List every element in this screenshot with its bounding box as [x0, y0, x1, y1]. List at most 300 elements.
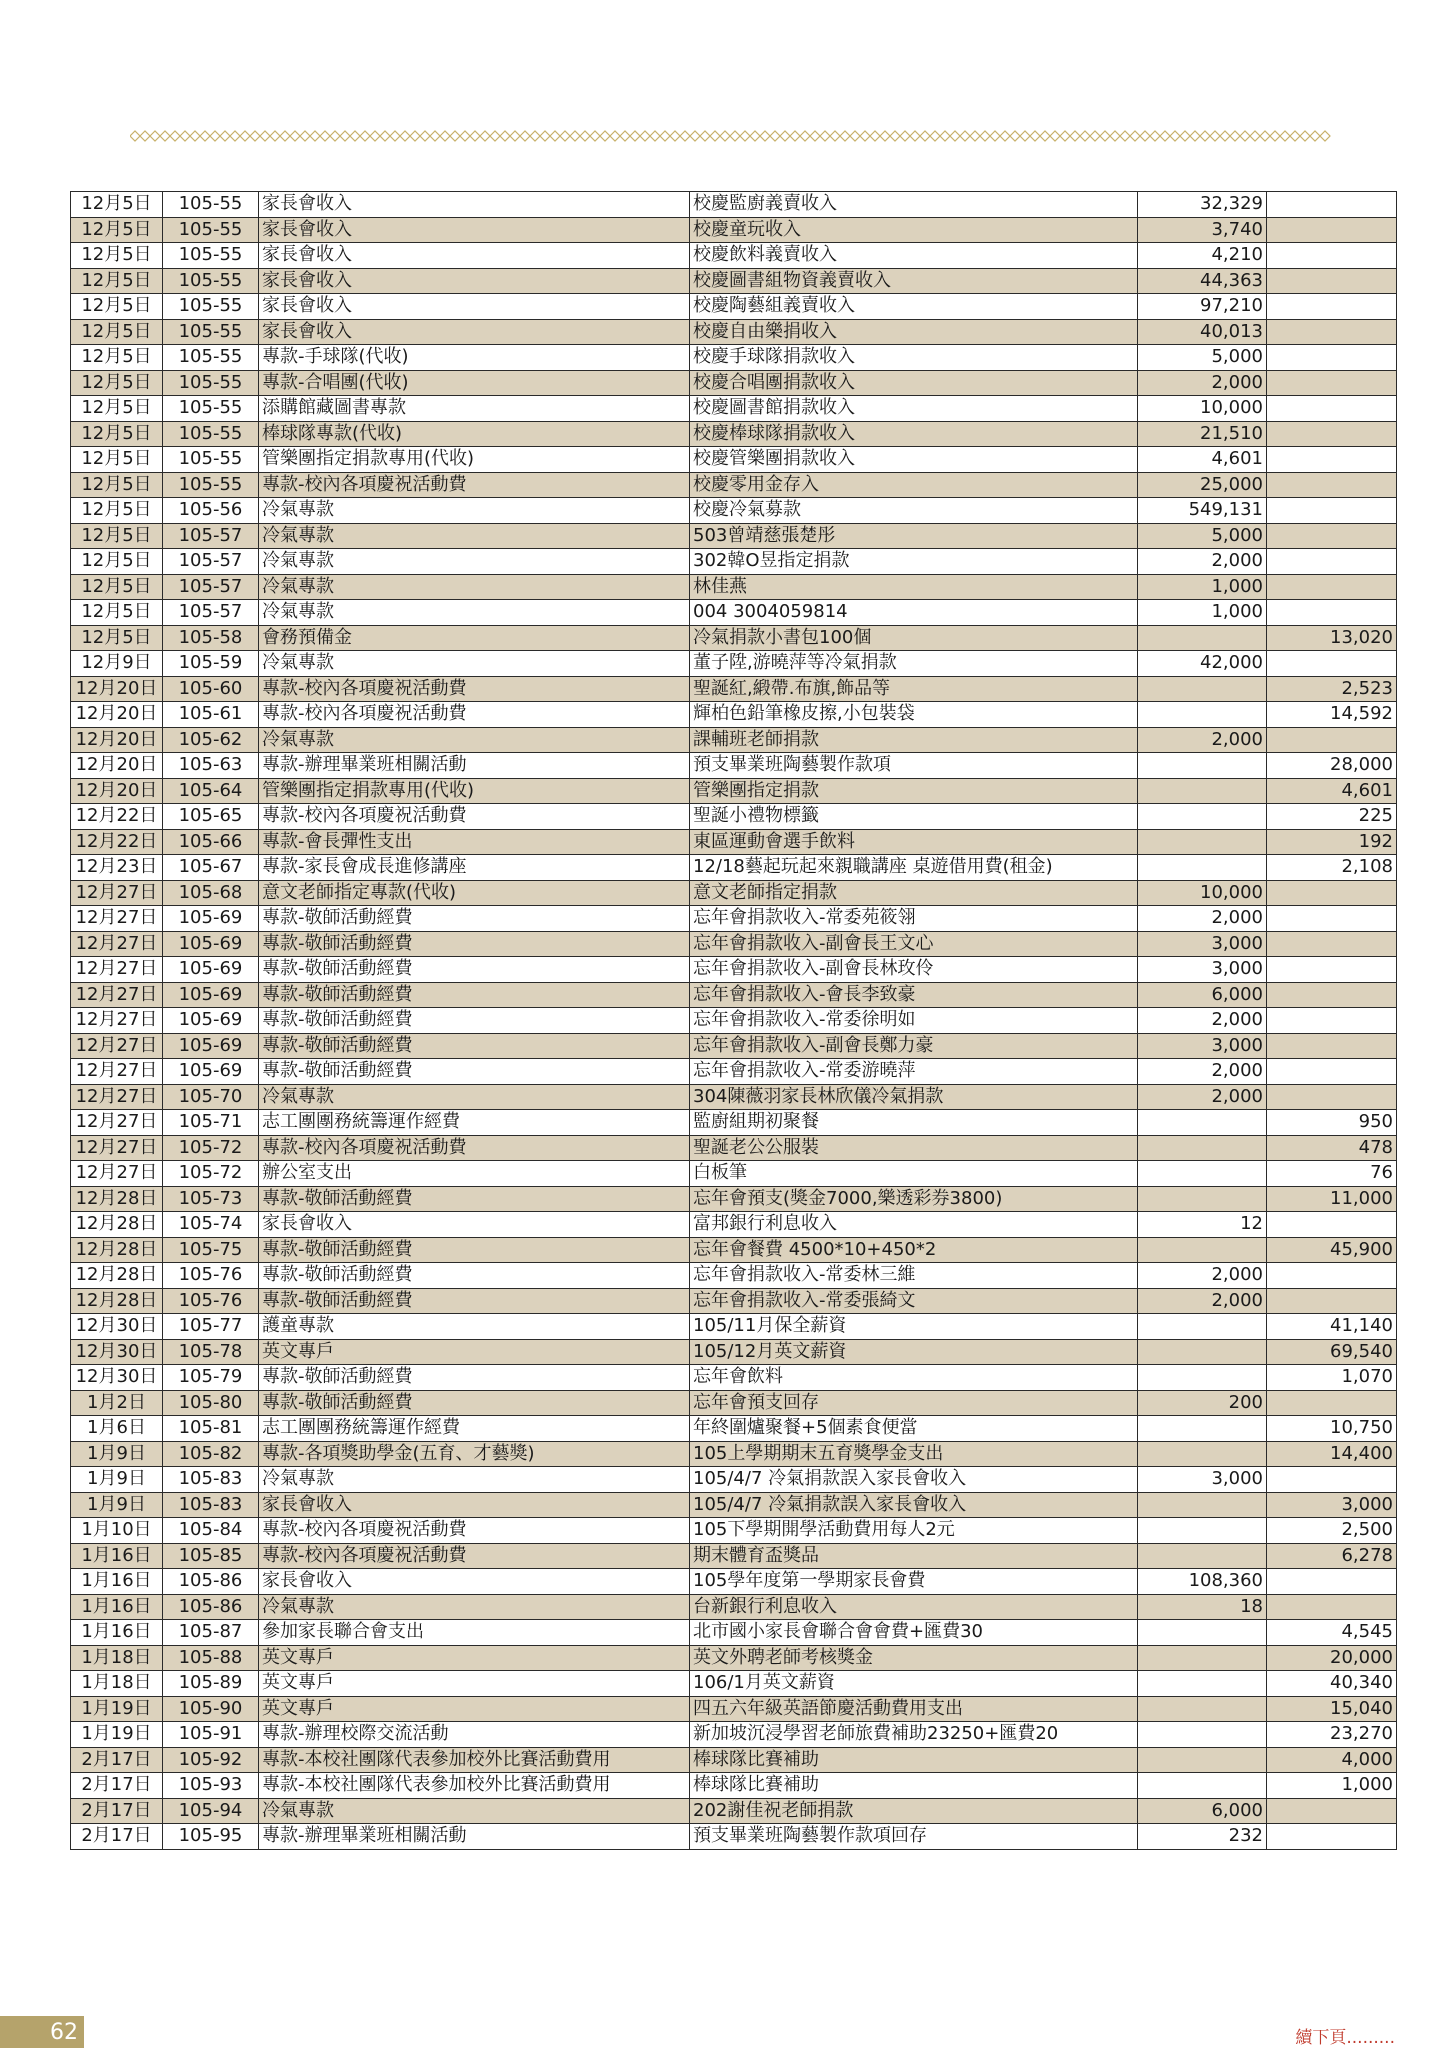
row-description: 105/4/7 冷氣捐款誤入家長會收入 — [690, 1467, 1138, 1493]
row-expense: 225 — [1267, 804, 1397, 830]
diamond-shape — [1270, 131, 1280, 141]
row-description: 12/18藝起玩起來親職講座 桌遊借用費(租金) — [690, 855, 1138, 881]
row-account: 家長會收入 — [259, 294, 690, 320]
row-voucher-no: 105-55 — [163, 447, 259, 473]
table-row — [71, 1518, 1397, 1544]
row-voucher-no: 105-84 — [163, 1518, 259, 1544]
row-voucher-no: 105-87 — [163, 1620, 259, 1646]
row-income: 97,210 — [1138, 294, 1267, 320]
row-income — [1138, 702, 1267, 728]
row-voucher-no: 105-72 — [163, 1135, 259, 1161]
row-voucher-no: 105-85 — [163, 1543, 259, 1569]
row-account: 專款-敬師活動經費 — [259, 1059, 690, 1085]
row-voucher-no: 105-55 — [163, 396, 259, 422]
row-account: 專款-敬師活動經費 — [259, 1186, 690, 1212]
table-row — [71, 1033, 1397, 1059]
row-description: 北市國小家長會聯合會會費+匯費30 — [690, 1620, 1138, 1646]
row-expense: 23,270 — [1267, 1722, 1397, 1748]
row-expense — [1267, 982, 1397, 1008]
row-income: 1,000 — [1138, 574, 1267, 600]
row-voucher-no: 105-75 — [163, 1237, 259, 1263]
diamond-border-decoration — [130, 126, 1335, 146]
diamond-shape — [860, 131, 870, 141]
row-date: 12月28日 — [71, 1212, 163, 1238]
row-description: 105/4/7 冷氣捐款誤入家長會收入 — [690, 1492, 1138, 1518]
row-date: 12月23日 — [71, 855, 163, 881]
row-income — [1138, 1237, 1267, 1263]
row-voucher-no: 105-63 — [163, 753, 259, 779]
diamond-shape — [130, 131, 140, 141]
row-date: 12月27日 — [71, 1110, 163, 1136]
row-description: 校慶自由樂捐收入 — [690, 319, 1138, 345]
row-voucher-no: 105-69 — [163, 982, 259, 1008]
row-account: 冷氣專款 — [259, 600, 690, 626]
row-voucher-no: 105-57 — [163, 574, 259, 600]
table-row — [71, 957, 1397, 983]
row-description: 管樂團指定捐款 — [690, 778, 1138, 804]
diamond-shape — [1190, 131, 1200, 141]
row-expense — [1267, 727, 1397, 753]
row-income: 25,000 — [1138, 472, 1267, 498]
row-voucher-no: 105-55 — [163, 294, 259, 320]
row-expense: 192 — [1267, 829, 1397, 855]
diamond-shape — [190, 131, 200, 141]
row-description: 004 3004059814 — [690, 600, 1138, 626]
row-account: 專款-敬師活動經費 — [259, 1390, 690, 1416]
row-expense — [1267, 396, 1397, 422]
row-expense — [1267, 523, 1397, 549]
diamond-shape — [610, 131, 620, 141]
row-income: 18 — [1138, 1594, 1267, 1620]
row-date: 2月17日 — [71, 1798, 163, 1824]
row-account: 冷氣專款 — [259, 549, 690, 575]
row-expense — [1267, 549, 1397, 575]
row-account: 志工團團務統籌運作經費 — [259, 1110, 690, 1136]
row-account: 護童專款 — [259, 1314, 690, 1340]
row-account: 管樂團指定捐款專用(代收) — [259, 447, 690, 473]
table-row — [71, 370, 1397, 396]
table-row — [71, 829, 1397, 855]
table-row — [71, 472, 1397, 498]
row-date: 12月20日 — [71, 727, 163, 753]
table-row — [71, 396, 1397, 422]
row-expense: 28,000 — [1267, 753, 1397, 779]
row-description: 校慶合唱團捐款收入 — [690, 370, 1138, 396]
row-voucher-no: 105-82 — [163, 1441, 259, 1467]
row-date: 1月18日 — [71, 1645, 163, 1671]
row-income: 4,601 — [1138, 447, 1267, 473]
table-row — [71, 498, 1397, 524]
row-voucher-no: 105-71 — [163, 1110, 259, 1136]
diamond-shape — [450, 131, 460, 141]
row-description: 忘年會捐款收入-常委苑筱翎 — [690, 906, 1138, 932]
row-expense: 950 — [1267, 1110, 1397, 1136]
row-date: 12月5日 — [71, 217, 163, 243]
row-description: 校慶飲料義賣收入 — [690, 243, 1138, 269]
diamond-shape — [960, 131, 970, 141]
row-expense — [1267, 600, 1397, 626]
diamond-shape — [650, 131, 660, 141]
row-account: 英文專戶 — [259, 1671, 690, 1697]
row-account: 家長會收入 — [259, 243, 690, 269]
diamond-shape — [210, 131, 220, 141]
row-date: 12月27日 — [71, 982, 163, 1008]
diamond-shape — [980, 131, 990, 141]
row-date: 2月17日 — [71, 1747, 163, 1773]
ledger-table — [70, 191, 1397, 1850]
row-expense: 45,900 — [1267, 1237, 1397, 1263]
diamond-shape — [1260, 131, 1270, 141]
table-row — [71, 753, 1397, 779]
row-description: 105/12月英文薪資 — [690, 1339, 1138, 1365]
table-row — [71, 1645, 1397, 1671]
table-row — [71, 549, 1397, 575]
row-description: 忘年會捐款收入-會長李致豪 — [690, 982, 1138, 1008]
table-row — [71, 676, 1397, 702]
diamond-shape — [420, 131, 430, 141]
diamond-shape — [930, 131, 940, 141]
row-account: 棒球隊專款(代收) — [259, 421, 690, 447]
diamond-shape — [970, 131, 980, 141]
row-account: 冷氣專款 — [259, 498, 690, 524]
row-expense — [1267, 243, 1397, 269]
diamond-shape — [990, 131, 1000, 141]
row-expense: 13,020 — [1267, 625, 1397, 651]
row-voucher-no: 105-95 — [163, 1824, 259, 1850]
table-row — [71, 1492, 1397, 1518]
row-description: 105/11月保全薪資 — [690, 1314, 1138, 1340]
diamond-shape — [1240, 131, 1250, 141]
row-voucher-no: 105-80 — [163, 1390, 259, 1416]
diamond-shape — [570, 131, 580, 141]
diamond-shape — [1000, 131, 1010, 141]
row-description: 課輔班老師捐款 — [690, 727, 1138, 753]
row-date: 12月27日 — [71, 931, 163, 957]
row-date: 12月5日 — [71, 498, 163, 524]
row-date: 1月9日 — [71, 1467, 163, 1493]
diamond-shape — [1150, 131, 1160, 141]
diamond-shape — [680, 131, 690, 141]
row-description: 105下學期開學活動費用每人2元 — [690, 1518, 1138, 1544]
diamond-shape — [180, 131, 190, 141]
diamond-shape — [1130, 131, 1140, 141]
row-voucher-no: 105-86 — [163, 1594, 259, 1620]
row-date: 12月5日 — [71, 243, 163, 269]
diamond-shape — [360, 131, 370, 141]
row-date: 12月27日 — [71, 1135, 163, 1161]
row-account: 家長會收入 — [259, 1212, 690, 1238]
diamond-shape — [950, 131, 960, 141]
row-voucher-no: 105-76 — [163, 1263, 259, 1289]
diamond-shape — [340, 131, 350, 141]
row-voucher-no: 105-78 — [163, 1339, 259, 1365]
table-row — [71, 1467, 1397, 1493]
table-row — [71, 523, 1397, 549]
row-income — [1138, 625, 1267, 651]
diamond-shape — [280, 131, 290, 141]
row-date: 1月16日 — [71, 1543, 163, 1569]
row-date: 12月9日 — [71, 651, 163, 677]
row-expense — [1267, 217, 1397, 243]
row-expense: 4,545 — [1267, 1620, 1397, 1646]
row-income — [1138, 855, 1267, 881]
row-income — [1138, 1110, 1267, 1136]
row-description: 106/1月英文薪資 — [690, 1671, 1138, 1697]
row-description: 校慶童玩收入 — [690, 217, 1138, 243]
row-income — [1138, 1416, 1267, 1442]
row-expense — [1267, 472, 1397, 498]
row-voucher-no: 105-93 — [163, 1773, 259, 1799]
row-account: 專款-敬師活動經費 — [259, 1008, 690, 1034]
diamond-shape — [1050, 131, 1060, 141]
row-voucher-no: 105-61 — [163, 702, 259, 728]
row-description: 304陳薇羽家長林欣儀冷氣捐款 — [690, 1084, 1138, 1110]
ledger-body — [71, 192, 1397, 1850]
row-description: 忘年會捐款收入-常委游曉萍 — [690, 1059, 1138, 1085]
row-date: 12月30日 — [71, 1339, 163, 1365]
row-expense — [1267, 345, 1397, 371]
diamond-shape — [1100, 131, 1110, 141]
row-expense — [1267, 880, 1397, 906]
row-voucher-no: 105-76 — [163, 1288, 259, 1314]
row-voucher-no: 105-66 — [163, 829, 259, 855]
row-voucher-no: 105-55 — [163, 268, 259, 294]
diamond-shape — [320, 131, 330, 141]
row-voucher-no: 105-69 — [163, 1059, 259, 1085]
row-expense — [1267, 906, 1397, 932]
row-date: 1月10日 — [71, 1518, 163, 1544]
diamond-shape — [630, 131, 640, 141]
diamond-shape — [750, 131, 760, 141]
diamond-shape — [770, 131, 780, 141]
diamond-shape — [910, 131, 920, 141]
table-row — [71, 1288, 1397, 1314]
diamond-shape — [1310, 131, 1320, 141]
diamond-shape — [740, 131, 750, 141]
table-row — [71, 1339, 1397, 1365]
table-row — [71, 625, 1397, 651]
row-date: 12月5日 — [71, 294, 163, 320]
row-income: 4,210 — [1138, 243, 1267, 269]
diamond-shape — [350, 131, 360, 141]
row-account: 專款-家長會成長進修講座 — [259, 855, 690, 881]
row-description: 預支畢業班陶藝製作款項 — [690, 753, 1138, 779]
row-account: 專款-敬師活動經費 — [259, 1288, 690, 1314]
row-date: 12月5日 — [71, 523, 163, 549]
row-expense: 11,000 — [1267, 1186, 1397, 1212]
table-row — [71, 702, 1397, 728]
row-voucher-no: 105-55 — [163, 370, 259, 396]
table-row — [71, 855, 1397, 881]
diamond-shape — [1160, 131, 1170, 141]
row-expense — [1267, 1033, 1397, 1059]
row-voucher-no: 105-68 — [163, 880, 259, 906]
row-income: 42,000 — [1138, 651, 1267, 677]
table-row — [71, 1059, 1397, 1085]
row-date: 12月5日 — [71, 600, 163, 626]
row-income — [1138, 1722, 1267, 1748]
row-income — [1138, 676, 1267, 702]
row-voucher-no: 105-55 — [163, 243, 259, 269]
row-income: 2,000 — [1138, 1288, 1267, 1314]
row-account: 專款-辦理畢業班相關活動 — [259, 1824, 690, 1850]
row-account: 英文專戶 — [259, 1645, 690, 1671]
row-income: 2,000 — [1138, 549, 1267, 575]
table-row — [71, 1696, 1397, 1722]
table-row — [71, 1543, 1397, 1569]
row-date: 12月28日 — [71, 1237, 163, 1263]
table-row — [71, 447, 1397, 473]
row-date: 12月5日 — [71, 625, 163, 651]
row-income: 108,360 — [1138, 1569, 1267, 1595]
row-description: 校慶冷氣募款 — [690, 498, 1138, 524]
row-expense — [1267, 1569, 1397, 1595]
row-income: 2,000 — [1138, 1008, 1267, 1034]
row-expense — [1267, 1059, 1397, 1085]
row-voucher-no: 105-55 — [163, 319, 259, 345]
row-account: 冷氣專款 — [259, 1594, 690, 1620]
row-expense: 478 — [1267, 1135, 1397, 1161]
row-account: 冷氣專款 — [259, 1084, 690, 1110]
row-date: 1月2日 — [71, 1390, 163, 1416]
row-expense — [1267, 294, 1397, 320]
row-description: 冷氣捐款小書包100個 — [690, 625, 1138, 651]
row-income — [1138, 1365, 1267, 1391]
diamond-shape — [920, 131, 930, 141]
row-account: 志工團團務統籌運作經費 — [259, 1416, 690, 1442]
row-income — [1138, 1492, 1267, 1518]
row-income — [1138, 804, 1267, 830]
diamond-shape — [690, 131, 700, 141]
diamond-shape — [300, 131, 310, 141]
row-income: 200 — [1138, 1390, 1267, 1416]
row-expense — [1267, 192, 1397, 218]
row-income — [1138, 1773, 1267, 1799]
diamond-shape — [290, 131, 300, 141]
table-row — [71, 1365, 1397, 1391]
diamond-shape — [520, 131, 530, 141]
row-description: 忘年會預支(獎金7000,樂透彩券3800) — [690, 1186, 1138, 1212]
diamond-shape — [760, 131, 770, 141]
table-row — [71, 1441, 1397, 1467]
diamond-shape — [1080, 131, 1090, 141]
table-row — [71, 1135, 1397, 1161]
row-date: 12月27日 — [71, 1161, 163, 1187]
row-income: 549,131 — [1138, 498, 1267, 524]
row-income: 44,363 — [1138, 268, 1267, 294]
diamond-shape — [1070, 131, 1080, 141]
row-description: 忘年會餐費 4500*10+450*2 — [690, 1237, 1138, 1263]
row-expense — [1267, 1594, 1397, 1620]
row-account: 專款-敬師活動經費 — [259, 1033, 690, 1059]
row-voucher-no: 105-60 — [163, 676, 259, 702]
row-account: 英文專戶 — [259, 1339, 690, 1365]
row-income — [1138, 1441, 1267, 1467]
row-account: 冷氣專款 — [259, 1467, 690, 1493]
row-voucher-no: 105-57 — [163, 523, 259, 549]
row-account: 專款-校內各項慶祝活動費 — [259, 1135, 690, 1161]
row-income: 5,000 — [1138, 345, 1267, 371]
diamond-shape — [580, 131, 590, 141]
diamond-shape — [510, 131, 520, 141]
diamond-shape — [220, 131, 230, 141]
diamond-shape — [880, 131, 890, 141]
diamond-shape — [370, 131, 380, 141]
diamond-shape — [1020, 131, 1030, 141]
row-expense: 40,340 — [1267, 1671, 1397, 1697]
diamond-shape — [800, 131, 810, 141]
row-expense — [1267, 421, 1397, 447]
row-expense — [1267, 651, 1397, 677]
row-voucher-no: 105-83 — [163, 1467, 259, 1493]
row-account: 意文老師指定專款(代收) — [259, 880, 690, 906]
table-row — [71, 1416, 1397, 1442]
table-row — [71, 1722, 1397, 1748]
row-date: 1月19日 — [71, 1696, 163, 1722]
table-row — [71, 243, 1397, 269]
diamond-shape — [850, 131, 860, 141]
row-description: 意文老師指定捐款 — [690, 880, 1138, 906]
row-description: 忘年會捐款收入-常委林三維 — [690, 1263, 1138, 1289]
diamond-shape — [1230, 131, 1240, 141]
row-expense: 76 — [1267, 1161, 1397, 1187]
row-expense — [1267, 268, 1397, 294]
diamond-shape — [1120, 131, 1130, 141]
row-voucher-no: 105-58 — [163, 625, 259, 651]
row-income: 3,000 — [1138, 1467, 1267, 1493]
row-voucher-no: 105-92 — [163, 1747, 259, 1773]
row-expense — [1267, 1263, 1397, 1289]
row-income: 5,000 — [1138, 523, 1267, 549]
row-description: 忘年會捐款收入-副會長林玫伶 — [690, 957, 1138, 983]
row-income — [1138, 1161, 1267, 1187]
table-row — [71, 906, 1397, 932]
row-expense: 2,523 — [1267, 676, 1397, 702]
row-voucher-no: 105-74 — [163, 1212, 259, 1238]
row-description: 英文外聘老師考核獎金 — [690, 1645, 1138, 1671]
diamond-shape — [200, 131, 210, 141]
row-expense — [1267, 1824, 1397, 1850]
diamond-shape — [1090, 131, 1100, 141]
row-account: 家長會收入 — [259, 1569, 690, 1595]
diamond-shape — [1030, 131, 1040, 141]
row-description: 校慶監廚義賣收入 — [690, 192, 1138, 218]
diamond-shape — [140, 131, 150, 141]
row-expense: 3,000 — [1267, 1492, 1397, 1518]
diamond-shape — [780, 131, 790, 141]
row-date: 12月27日 — [71, 1008, 163, 1034]
row-description: 校慶陶藝組義賣收入 — [690, 294, 1138, 320]
row-expense: 4,601 — [1267, 778, 1397, 804]
diamond-shape — [1320, 131, 1330, 141]
table-row — [71, 1824, 1397, 1850]
row-expense — [1267, 1288, 1397, 1314]
table-row — [71, 319, 1397, 345]
row-voucher-no: 105-72 — [163, 1161, 259, 1187]
row-voucher-no: 105-69 — [163, 931, 259, 957]
row-income: 3,000 — [1138, 957, 1267, 983]
diamond-shape — [1220, 131, 1230, 141]
row-date: 2月17日 — [71, 1824, 163, 1850]
row-voucher-no: 105-69 — [163, 957, 259, 983]
row-account: 專款-本校社團隊代表參加校外比賽活動費用 — [259, 1747, 690, 1773]
diamond-shape — [1280, 131, 1290, 141]
diamond-shape — [1250, 131, 1260, 141]
table-row — [71, 1773, 1397, 1799]
diamond-shape — [390, 131, 400, 141]
row-date: 12月30日 — [71, 1314, 163, 1340]
row-income — [1138, 1186, 1267, 1212]
